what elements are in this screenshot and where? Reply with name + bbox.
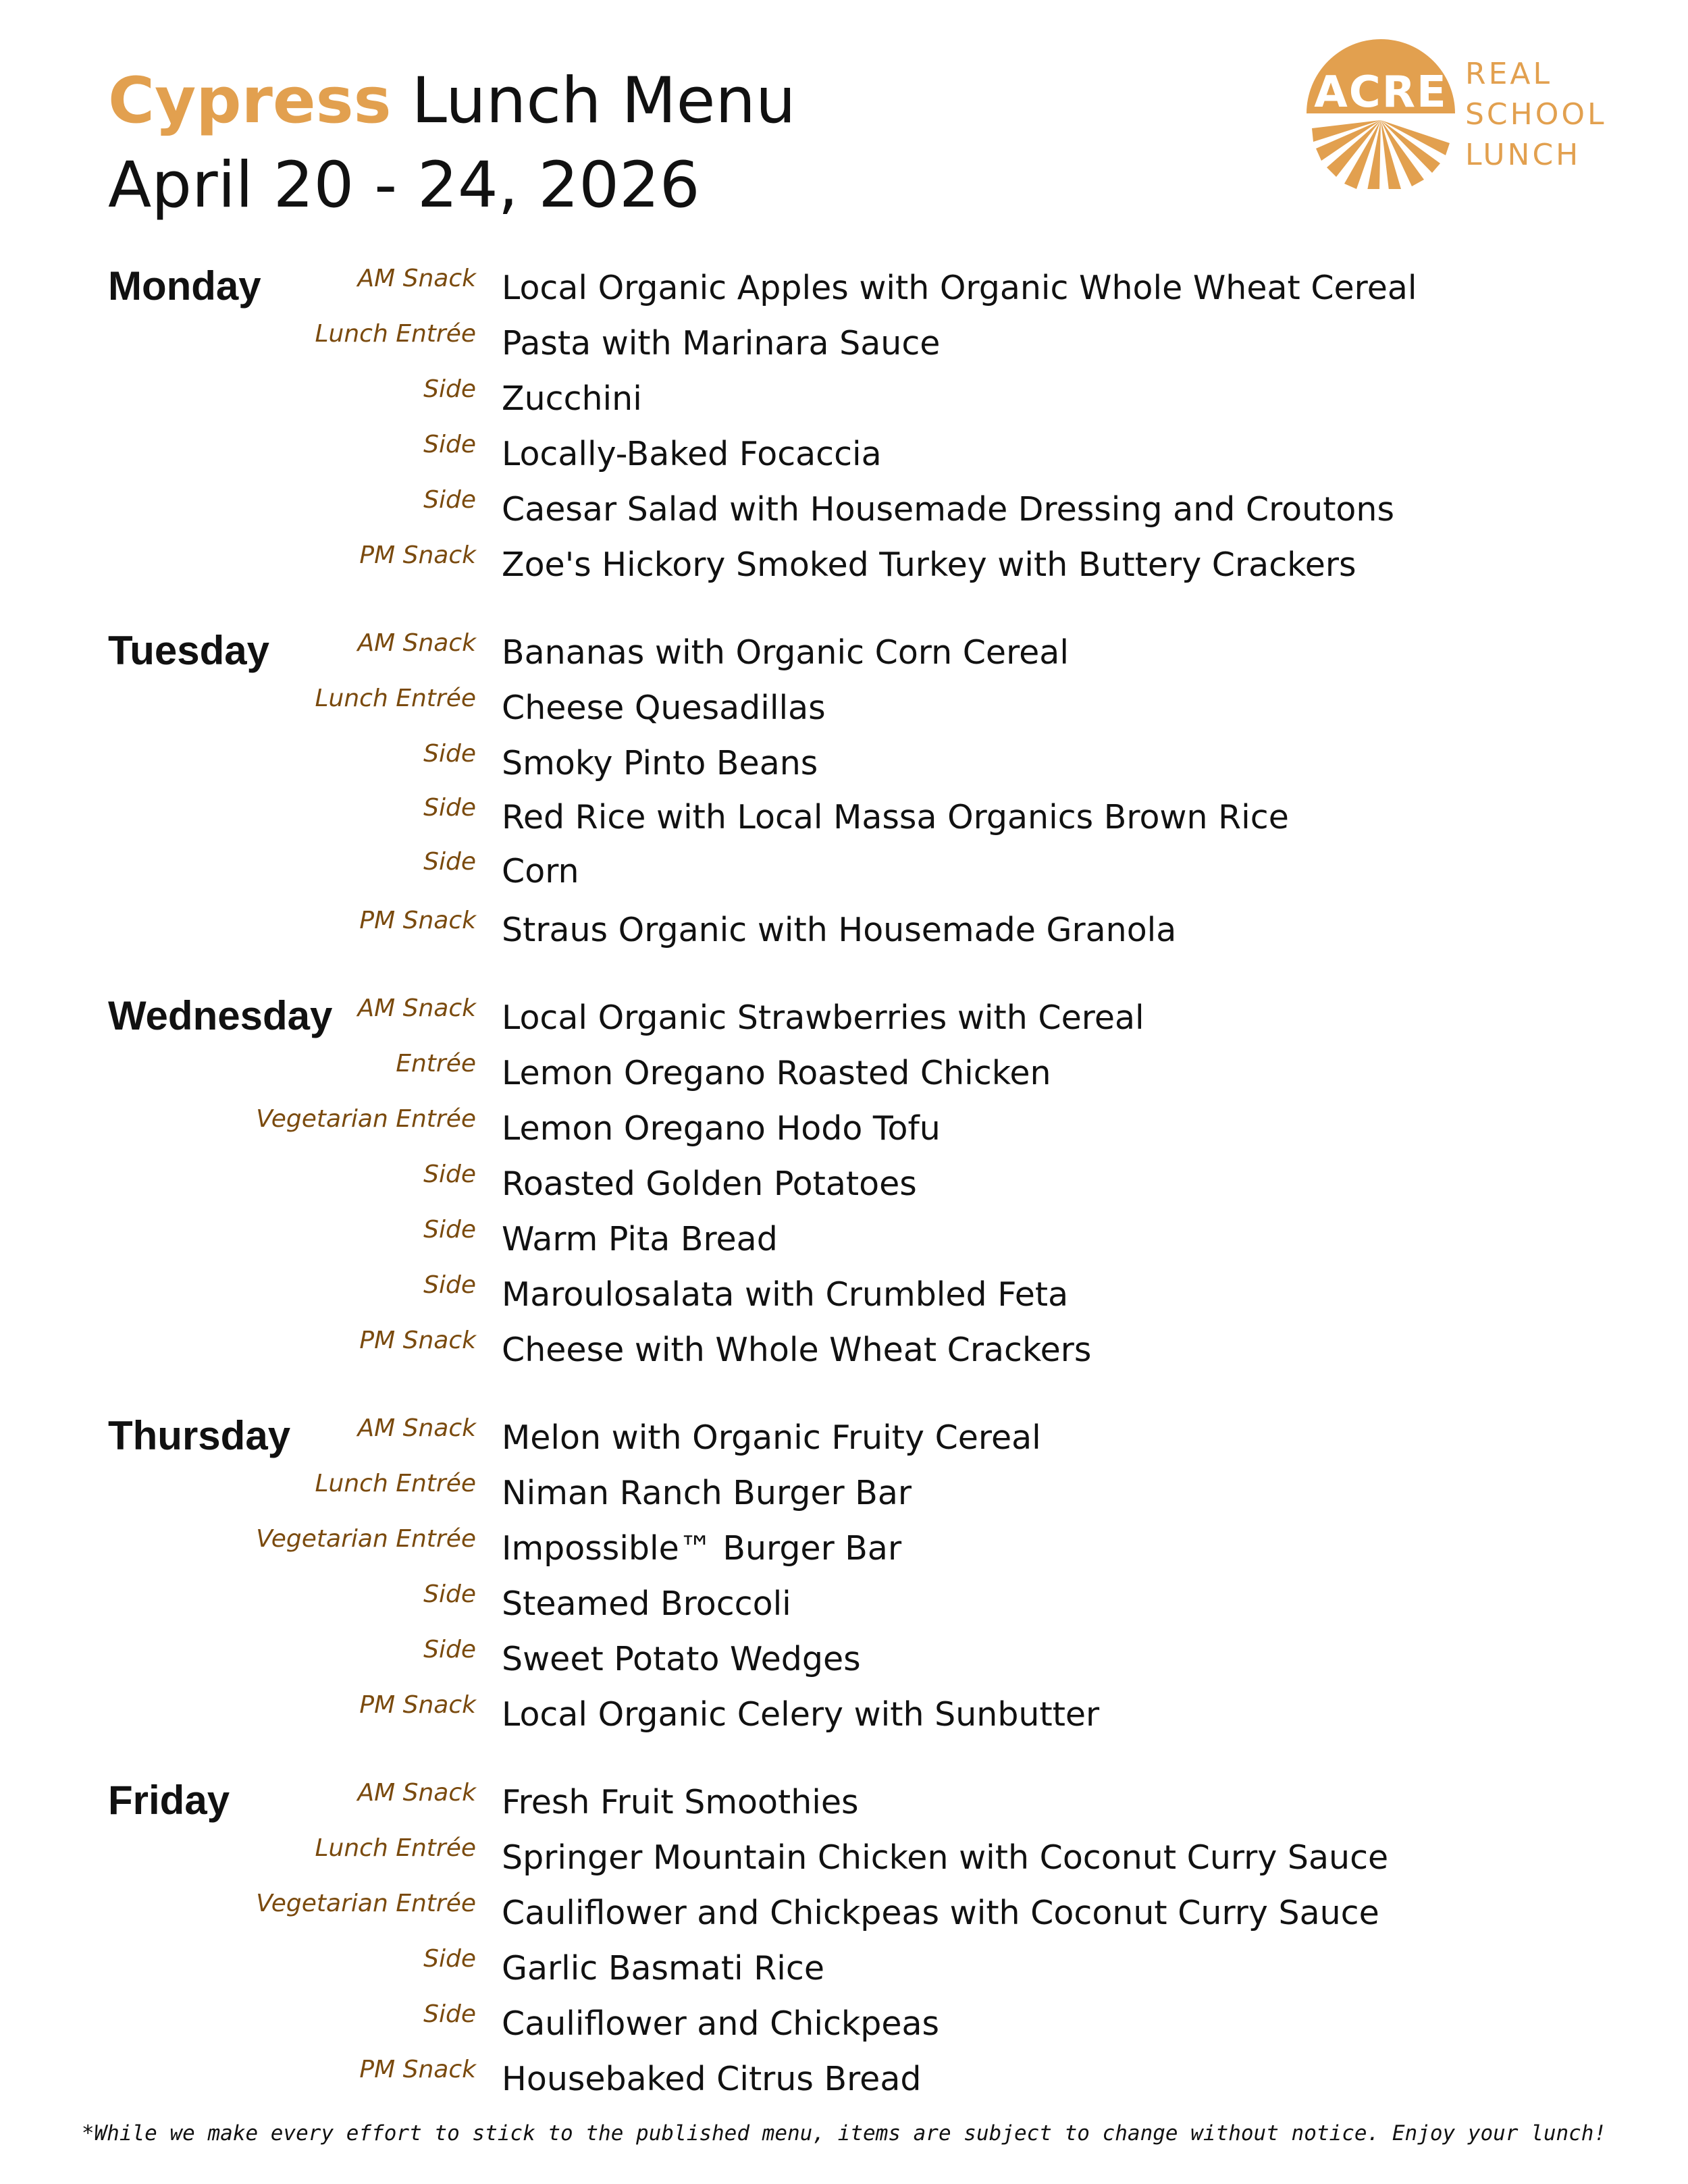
menu-row [0,1636,1688,1690]
menu-item: Bananas with Organic Corn Cereal [502,633,1069,672]
menu-item: Pasta with Marinara Sauce [502,324,941,363]
menu-item: Lemon Oregano Roasted Chicken [502,1054,1051,1092]
category-label: Side [423,2000,476,2028]
category-label: Lunch Entrée [315,320,476,348]
menu-item: Fresh Fruit Smoothies [502,1783,859,1821]
menu-row [0,907,1688,961]
category-label: Side [423,1216,476,1244]
day-name-friday: Friday [108,1778,230,1823]
menu-row [0,2056,1688,2110]
menu-row [0,1414,1688,1468]
logo-wordmark [1465,54,1607,176]
category-label: PM Snack [359,1327,476,1354]
menu-row [0,1216,1688,1270]
day-name-tuesday: Tuesday [108,628,269,673]
day-name-wednesday: Wednesday [108,993,333,1038]
category-label: AM Snack [357,994,476,1022]
category-label: Side [423,486,476,514]
menu-item: Springer Mountain Chicken with Coconut Curry Sauce [502,1838,1389,1877]
menu-item: Zucchini [502,379,642,418]
category-label: AM Snack [357,1779,476,1807]
menu-row [0,629,1688,683]
category-label: Side [423,1161,476,1188]
menu-item: Impossible™ Burger Bar [502,1529,902,1568]
category-label: PM Snack [359,907,476,934]
category-label: PM Snack [359,2056,476,2083]
menu-row [0,265,1688,319]
logo-mark-text: ACRE [1314,68,1448,117]
menu-row [0,994,1688,1048]
menu-row [0,1779,1688,1833]
day-name-thursday: Thursday [108,1413,291,1458]
menu-row [0,431,1688,485]
menu-row [0,2000,1688,2054]
menu-row [0,1050,1688,1104]
menu-item: Niman Ranch Burger Bar [502,1474,912,1512]
category-label: Lunch Entrée [315,1470,476,1497]
menu-item: Cheese with Whole Wheat Crackers [502,1331,1092,1369]
category-label: AM Snack [357,1414,476,1442]
category-label: Side [423,1636,476,1663]
menu-row [0,541,1688,595]
menu-item: Zoe's Hickory Smoked Turkey with Buttery Crackers [502,545,1356,584]
category-label: Side [423,1945,476,1973]
menu-row [0,1271,1688,1325]
menu-row [0,1327,1688,1381]
school-name: Cypress [108,64,392,138]
category-label: PM Snack [359,541,476,569]
menu-item: Local Organic Strawberries with Cereal [502,998,1144,1037]
menu-row [0,375,1688,429]
menu-row [0,740,1688,794]
category-label: Vegetarian Entrée [256,1890,476,1917]
category-label: Side [423,1580,476,1608]
menu-row [0,1525,1688,1579]
category-label: Side [423,375,476,403]
menu-row [0,794,1688,848]
category-label: PM Snack [359,1691,476,1719]
category-label: Vegetarian Entrée [256,1525,476,1553]
category-label: Lunch Entrée [315,1834,476,1862]
logo-line-school: SCHOOL [1465,97,1607,132]
menu-row [0,685,1688,739]
category-label: Side [423,848,476,876]
menu-item: Roasted Golden Potatoes [502,1165,917,1203]
menu-item: Maroulosalata with Crumbled Feta [502,1275,1069,1314]
menu-row [0,1470,1688,1524]
menu-item: Melon with Organic Fruity Cereal [502,1418,1041,1457]
day-name-monday: Monday [108,263,261,309]
menu-item: Smoky Pinto Beans [502,744,818,782]
menu-item: Steamed Broccoli [502,1584,791,1623]
category-label: Lunch Entrée [315,685,476,712]
menu-item: Caesar Salad with Housemade Dressing and Croutons [502,490,1394,529]
category-label: AM Snack [357,265,476,292]
menu-item: Garlic Basmati Rice [502,1949,824,1988]
menu-item: Housebaked Citrus Bread [502,2060,922,2098]
logo-line-real: REAL [1465,57,1552,91]
menu-item: Corn [502,852,579,890]
menu-item: Warm Pita Bread [502,1220,778,1258]
menu-row [0,1834,1688,1888]
category-label: Side [423,740,476,768]
category-label: Entrée [396,1050,476,1077]
menu-item: Locally-Baked Focaccia [502,435,882,473]
page-title [108,64,796,138]
menu-row [0,1691,1688,1745]
menu-item: Local Organic Celery with Sunbutter [502,1695,1100,1734]
disclaimer-footer: *While we make every effort to stick to the published menu, items are subject to change without notice. Enjoy your lunch! [81,2121,1607,2146]
logo-line-lunch: LUNCH [1465,138,1581,172]
menu-item: Cauliflower and Chickpeas [502,2004,940,2043]
category-label: Side [423,431,476,458]
category-label: Side [423,794,476,822]
menu-row [0,1945,1688,1999]
menu-item: Sweet Potato Wedges [502,1640,861,1678]
menu-row [0,848,1688,902]
category-label: Vegetarian Entrée [256,1105,476,1133]
category-label: Side [423,1271,476,1299]
menu-title: Lunch Menu [411,64,796,138]
menu-item: Local Organic Apples with Organic Whole Wheat Cereal [502,269,1417,307]
menu-row [0,1890,1688,1944]
menu-item: Cheese Quesadillas [502,689,826,727]
week-range: April 20 - 24, 2026 [108,149,700,222]
menu-item: Lemon Oregano Hodo Tofu [502,1109,941,1148]
menu-row [0,1105,1688,1159]
menu-row [0,1161,1688,1215]
menu-row [0,1580,1688,1634]
menu-item: Cauliflower and Chickpeas with Coconut Curry Sauce [502,1894,1379,1932]
menu-row [0,486,1688,540]
category-label: AM Snack [357,629,476,657]
menu-row [0,320,1688,374]
menu-item: Straus Organic with Housemade Granola [502,911,1177,949]
menu-item: Red Rice with Local Massa Organics Brown Rice [502,798,1289,836]
